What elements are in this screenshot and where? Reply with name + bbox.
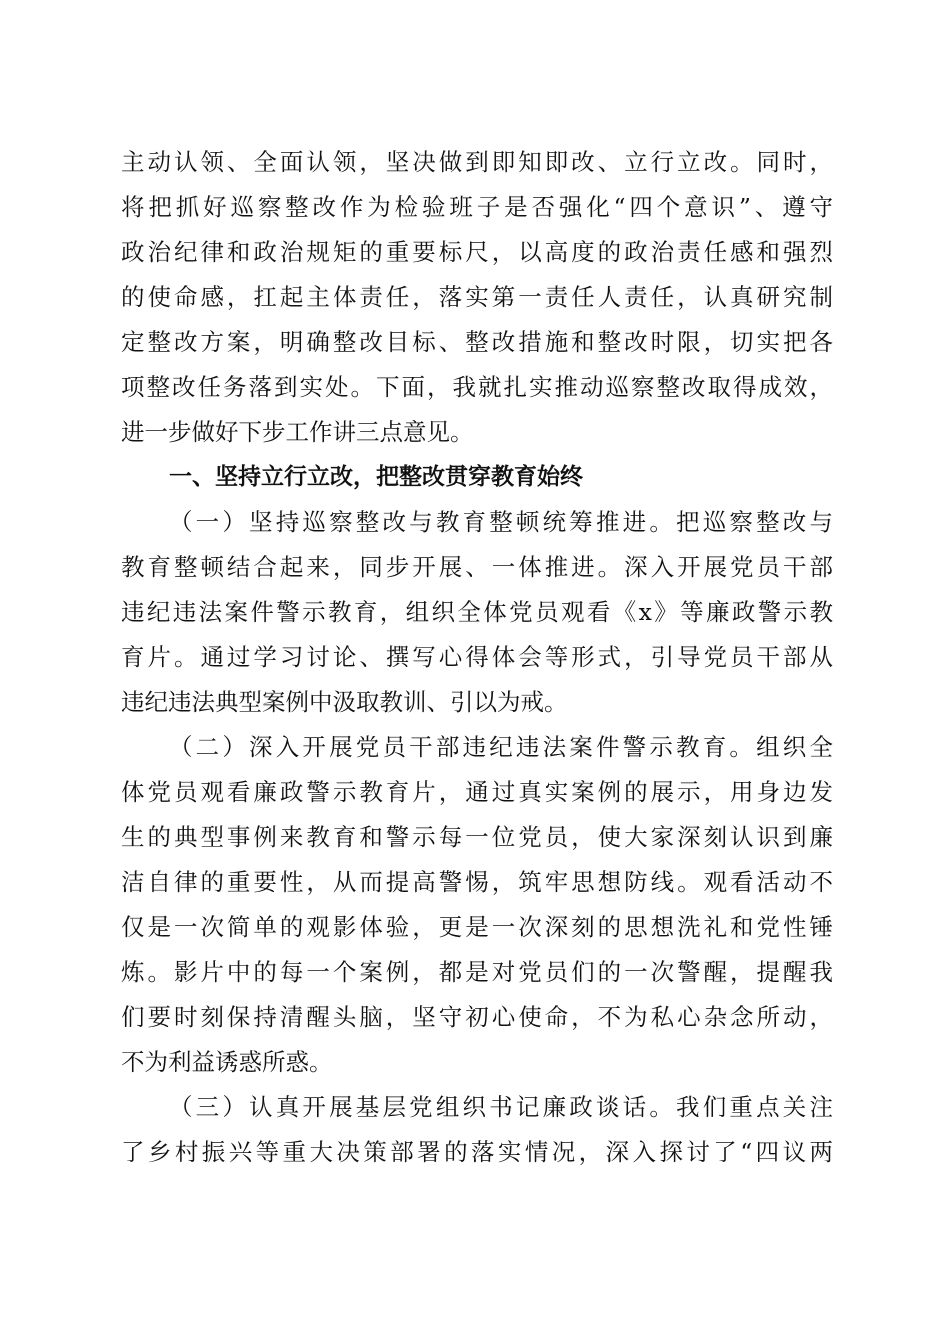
- text-line: 洁自律的重要性，从而提高警惕，筑牢思想防线。观看活动不: [121, 868, 833, 896]
- text-line: 将把抓好巡察整改作为检验班子是否强化“四个意识”、遵守: [121, 193, 833, 221]
- text-line: 炼。影片中的每一个案例，都是对党员们的一次警醒，提醒我: [121, 958, 833, 986]
- text-line: 生的典型事例来教育和警示每一位党员，使大家深刻认识到廉: [121, 823, 833, 851]
- text-line: 定整改方案，明确整改目标、整改措施和整改时限，切实把各: [121, 328, 833, 356]
- document-body: [121, 140, 833, 1175]
- text-line: 的使命感，扛起主体责任，落实第一责任人责任，认真研究制: [121, 283, 833, 311]
- text-line: （一）坚持巡察整改与教育整顿统筹推进。把巡察整改与: [169, 508, 833, 536]
- text-line: （二）深入开展党员干部违纪违法案件警示教育。组织全: [169, 733, 833, 761]
- text-line: 育片。通过学习讨论、撰写心得体会等形式，引导党员干部从: [121, 643, 833, 671]
- text-line: 体党员观看廉政警示教育片，通过真实案例的展示，用身边发: [121, 778, 833, 806]
- text-line: 主动认领、全面认领，坚决做到即知即改、立行立改。同时，: [121, 148, 833, 176]
- text-line: （三）认真开展基层党组织书记廉政谈话。我们重点关注: [169, 1093, 833, 1121]
- text-line: 政治纪律和政治规矩的重要标尺，以高度的政治责任感和强烈: [121, 238, 833, 266]
- text-line: 进一步做好下步工作讲三点意见。: [121, 418, 474, 446]
- text-line: 教育整顿结合起来，同步开展、一体推进。深入开展党员干部: [121, 553, 833, 581]
- text-line: 了乡村振兴等重大决策部署的落实情况，深入探讨了“四议两: [121, 1138, 833, 1166]
- section-heading: 一、坚持立行立改，把整改贯穿教育始终: [169, 464, 583, 490]
- text-line: 违纪违法典型案例中汲取教训、引以为戒。: [121, 688, 568, 716]
- text-line: 项整改任务落到实处。下面，我就扎实推动巡察整改取得成效，: [121, 373, 833, 401]
- text-line: 们要时刻保持清醒头脑，坚守初心使命，不为私心杂念所动，: [121, 1003, 833, 1031]
- text-line: 仅是一次简单的观影体验，更是一次深刻的思想洗礼和党性锤: [121, 913, 833, 941]
- text-line: 违纪违法案件警示教育，组织全体党员观看《x》等廉政警示教: [121, 598, 833, 626]
- text-line: 不为利益诱惑所惑。: [121, 1048, 333, 1076]
